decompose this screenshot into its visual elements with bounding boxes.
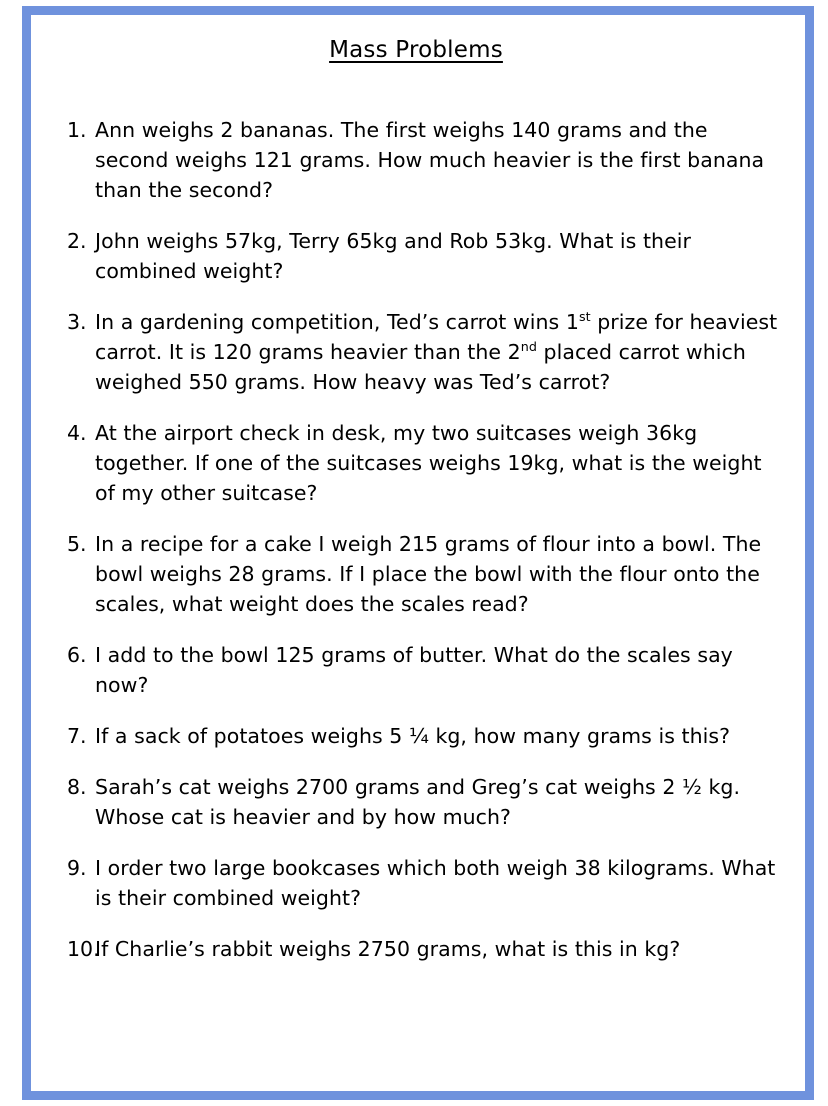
problem-item-3 xyxy=(53,307,779,397)
worksheet-content xyxy=(31,15,805,1091)
problem-item-6 xyxy=(53,640,779,700)
worksheet-border xyxy=(22,6,814,1100)
problem-text: Sarah’s cat weighs 2700 grams and Greg’s cat weighs 2 ½ kg. Whose cat is heavier and by how much? xyxy=(95,775,741,829)
problem-number: 7. xyxy=(67,724,87,748)
problem-text: I add to the bowl 125 grams of butter. What do the scales say now? xyxy=(95,643,733,697)
problem-item-10 xyxy=(53,934,779,964)
problem-number: 1. xyxy=(67,118,87,142)
problem-number: 5. xyxy=(67,532,87,556)
problem-number: 9. xyxy=(67,856,87,880)
problem-text: Ann weighs 2 bananas. The first weighs 140 grams and the second weighs 121 grams. How much heavier is the first banana than the second? xyxy=(95,118,765,202)
problem-number: 8. xyxy=(67,775,87,799)
problem-item-5 xyxy=(53,529,779,619)
problem-text: In a gardening competition, Ted’s carrot wins 1st prize for heaviest carrot. It is 120 grams heavier than the 2nd placed carrot which weighed 550 grams. How heavy was Ted’s carrot? xyxy=(95,309,778,394)
problem-list xyxy=(53,115,779,964)
problem-item-2 xyxy=(53,226,779,286)
problem-text: At the airport check in desk, my two suitcases weigh 36kg together. If one of the suitcases weighs 19kg, what is the weight of my other suitcase? xyxy=(95,421,762,505)
problem-text: If Charlie’s rabbit weighs 2750 grams, what is this in kg? xyxy=(95,937,681,961)
problem-text: John weighs 57kg, Terry 65kg and Rob 53kg. What is their combined weight? xyxy=(95,229,691,283)
problem-item-8 xyxy=(53,772,779,832)
problem-text: In a recipe for a cake I weigh 215 grams of flour into a bowl. The bowl weighs 28 grams. If I place the bowl with the flour onto the scales, what weight does the scales read? xyxy=(95,532,762,616)
problem-text: I order two large bookcases which both weigh 38 kilograms. What is their combined weight? xyxy=(95,856,776,910)
problem-number: 4. xyxy=(67,421,87,445)
page-title: Mass Problems xyxy=(329,37,503,63)
problem-text: If a sack of potatoes weighs 5 ¼ kg, how many grams is this? xyxy=(95,724,731,748)
problem-number: 10. xyxy=(67,937,100,961)
problem-item-1 xyxy=(53,115,779,205)
problem-number: 3. xyxy=(67,310,87,334)
problem-number: 2. xyxy=(67,229,87,253)
problem-item-4 xyxy=(53,418,779,508)
problem-item-7 xyxy=(53,721,779,751)
problem-item-9 xyxy=(53,853,779,913)
problem-number: 6. xyxy=(67,643,87,667)
